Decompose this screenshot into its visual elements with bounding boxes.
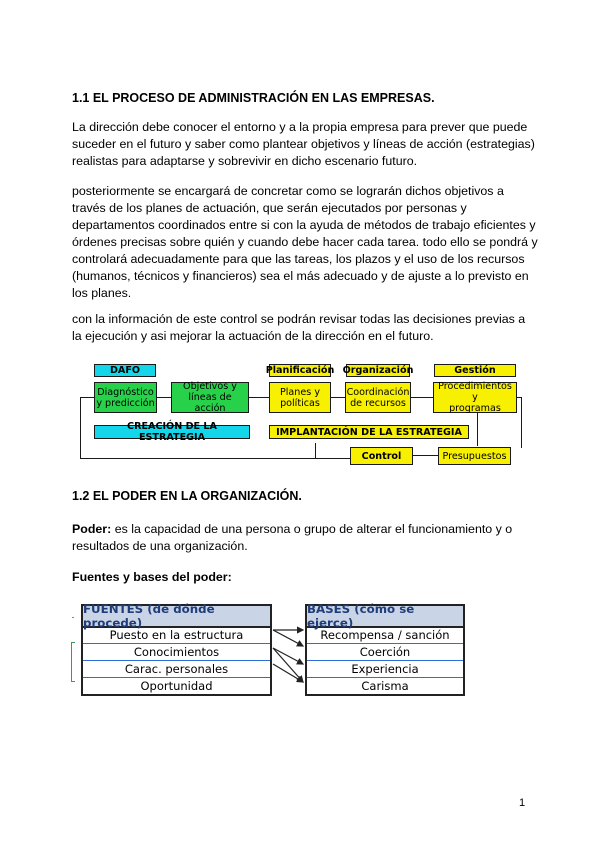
fuentes-bases-heading: Fuentes y bases del poder: (72, 570, 232, 584)
dafo-label: DAFO (94, 364, 156, 377)
fuente-item: Conocimientos (83, 643, 270, 661)
section-1-heading: 1.1 EL PROCESO DE ADMINISTRACIÓN EN LAS EMPRESAS. (72, 91, 435, 105)
fuente-item: Puesto en la estructura (83, 626, 270, 644)
fuentes-table (81, 604, 272, 696)
page-number: 1 (519, 797, 526, 809)
control-box: Control (350, 447, 413, 465)
implantacion-estrategia-bar: IMPLANTACIÓN DE LA ESTRATEGIA (269, 425, 469, 439)
paragraph-3: con la información de este control se podrán revisar todas las decisiones previas a la ejecución y asi mejorar la actuación de la dirección en el futuro. (72, 312, 526, 343)
planificacion-label: Planificación (265, 365, 335, 376)
fuente-item: Oportunidad (140, 678, 213, 693)
bases-table (305, 604, 465, 696)
base-item: Recompensa / sanción (307, 626, 463, 644)
base-item: Experiencia (307, 660, 463, 678)
diagnostico-box: Diagnóstico y predicción (94, 382, 157, 413)
section-2-heading: 1.2 EL PODER EN LA ORGANIZACIÓN. (72, 489, 302, 503)
poder-definition: Poder: es la capacidad de una persona o grupo de alterar el funcionamiento y o resultados de una organización. (72, 522, 513, 553)
fuentes-header: FUENTES (de dónde procede) (83, 606, 270, 628)
procedimientos-box: Procedimientos y programas (433, 382, 517, 413)
fuente-item: Carac. personales (83, 660, 270, 678)
mapping-arrows (272, 620, 306, 692)
poder-term: Poder: (72, 522, 112, 536)
bases-header: BASES (cómo se ejerce) (307, 606, 463, 628)
creacion-estrategia-bar: CREACIÓN DE LA ESTRATEGIA (94, 425, 250, 439)
planes-box: Planes y políticas (269, 382, 331, 413)
paragraph-2: posteriormente se encargará de concretar como se lograrán dichos objetivos a través de los planes de actuación, que serán ejecutados por personas y departamentos coordinados entre si con la ayuda de métodos de trabajo eficientes y órdenes precisas sobre quién y cuando debe hacer cada tarea. todo ello se pondrá y controlará adecuadamente para que las tareas, los plazos y el uso de los recursos (humanos, técnicos y financieros) sea el más adecuado y de ajuste a lo previsto en los planes. (72, 184, 538, 300)
base-item: Carisma (361, 678, 409, 693)
paragraph-1: La dirección debe conocer el entorno y a la propia empresa para prever que puede suceder en el futuro y saber como plantear objetivos y líneas de acción (estrategias) realistas para adaptarse y sobrevivir en dicho escenario futuro. (72, 120, 535, 168)
presupuestos-box: Presupuestos (438, 447, 511, 465)
coordinacion-box: Coordinación de recursos (345, 382, 411, 413)
organizacion-label: Organización (342, 365, 414, 376)
objetivos-box: Objetivos y líneas de acción (171, 382, 249, 413)
base-item: Coerción (307, 643, 463, 661)
gestion-label: Gestión (434, 364, 516, 377)
